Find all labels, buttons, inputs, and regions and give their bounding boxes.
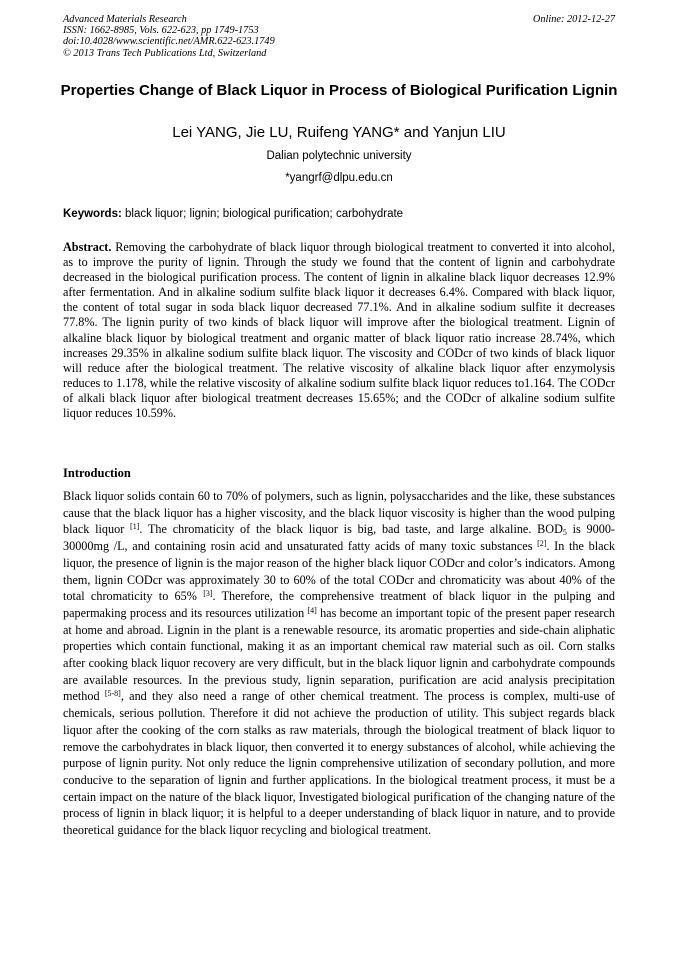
keywords-text: black liquor; lignin; biological purification; carbohydrate <box>121 208 404 220</box>
author-list: Lei YANG, Jie LU, Ruifeng YANG* and Yanjun LIU <box>172 124 506 141</box>
intro-text-6: has become an important topic of the present paper research at home and abroad. Lignin in the plant is a renewable resource, its aromatic properties and side-chain aliphatic properties which contain functional, making it as an important chemical raw material such as oil. Corn stalks after cooking black liquor recovery are very difficult, but in the black liquor lignin and carbohydrate compounds are available resources. In the previous study, lignin separation, purification are acid analysis precipitation method <box>63 605 615 704</box>
paper-title: Properties Change of Black Liquor in Process of Biological Purification Lignin <box>60 82 618 99</box>
online-date: Online: 2012-12-27 <box>532 14 615 25</box>
journal-header <box>63 14 615 59</box>
intro-text-7: , and they also need a range of other chemical treatment. The process is complex, multi-use of chemicals, serious pollution. Therefore it did not achieve the production of utility. This subject regards black liquor after the cooking of the corn stalks as raw materials, through the biological treatment of black liquor to remove the carbohydrates in black liquor, then converted it to energy substances of alcohol, while achieving the purpose of lignin purity. Not only reduce the lignin comprehensive utilization of secondary pollution, and more conducive to the separation of lignin and further applications. In the biological treatment process, it must be a certain impact on the nature of the black liquor, Investigated biological purification of the changing nature of the process of lignin in black liquor; it is helpful to a deeper understanding of black liquor in nature, and to provide theoretical guidance for the black liquor recycling and biological treatment. <box>63 689 615 838</box>
citation-1: [1] <box>130 522 140 532</box>
issn-line: ISSN: 1662-8985, Vols. 622-623, pp 1749-1753 <box>63 25 259 37</box>
intro-text-2: . The chromaticity of the black liquor is big, bad taste, and large alkaline. BOD <box>139 522 563 537</box>
abstract-label: Abstract. <box>63 240 112 254</box>
keywords-section <box>63 207 615 221</box>
introduction-heading: Introduction <box>63 466 131 480</box>
introduction-paragraph <box>63 488 615 839</box>
citation-5-8: [5-8] <box>104 689 121 699</box>
affiliation: Dalian polytechnic university <box>266 150 412 162</box>
author-email: *yangrf@dlpu.edu.cn <box>285 172 393 184</box>
intro-text-5: . Therefore, the comprehensive treatment of black liquor in the pulping and papermaking process and its resources utilization <box>63 589 615 620</box>
keywords-label: Keywords: <box>63 208 122 220</box>
intro-text-4: . In the black liquor, the presence of lignin is the major reason of the higher black liquor CODcr and color’s indicators. Among them, lignin CODcr was approximately 30 to 60% of the total CODcr and chromaticity was about 40% of the total chromaticity to 65% <box>63 539 615 604</box>
citation-3: [3] <box>203 589 213 599</box>
intro-text-1: Black liquor solids contain 60 to 70% of polymers, such as lignin, polysaccharides and the like, these substances cause that the black liquor has a higher viscosity, and the black liquor viscosity is higher than the wood pulping black liquor <box>63 489 615 537</box>
journal-name: Advanced Materials Research <box>63 14 187 25</box>
copyright-line: © 2013 Trans Tech Publications Ltd, Switzerland <box>63 47 267 59</box>
abstract-section <box>63 240 615 421</box>
bod-subscript: 5 <box>562 528 567 538</box>
doi-line: doi:10.4028/www.scientific.net/AMR.622-623.1749 <box>63 36 275 48</box>
citation-2: [2] <box>537 539 547 549</box>
abstract-text: Removing the carbohydrate of black liquor through biological treatment to converted it into alcohol, as to improve the purity of lignin. Through the study we found that the content of lignin and carbohydrate decreased in the biological purification process. The content of lignin in alkaline black liquor decreases 12.9% after fermentation. And in alkaline sodium sulfite black liquor it decreases 6.4%. Compared with black liquor, the content of total sugar in soda black liquor decreased 77.1%. And in alkaline sodium sulfite it decreases 77.8%. The lignin purity of two kinds of black liquor will improve after the biological treatment. Lignin of alkaline black liquor by biological treatment and organic matter of black liquor ratio increase 28.74%, which increases 29.35% in alkaline sodium sulfite black liquor. The viscosity and CODcr of two kinds of black liquor will reduce after the biological treatment. The relative viscosity of alkaline black liquor after enzymolysis reduces to 1.178, while the relative viscosity of alkaline sodium sulfite black liquor reduces to1.164. The CODcr of alkali black liquor after biological treatment decreases 15.65%; and the CODcr of alkaline sodium sulfite liquor reduces 10.59%. <box>63 240 615 421</box>
citation-4: [4] <box>307 605 317 615</box>
intro-text-3: is 9000- 30000mg /L, and containing rosin acid and unsaturated fatty acids of many toxic substances <box>63 522 615 554</box>
